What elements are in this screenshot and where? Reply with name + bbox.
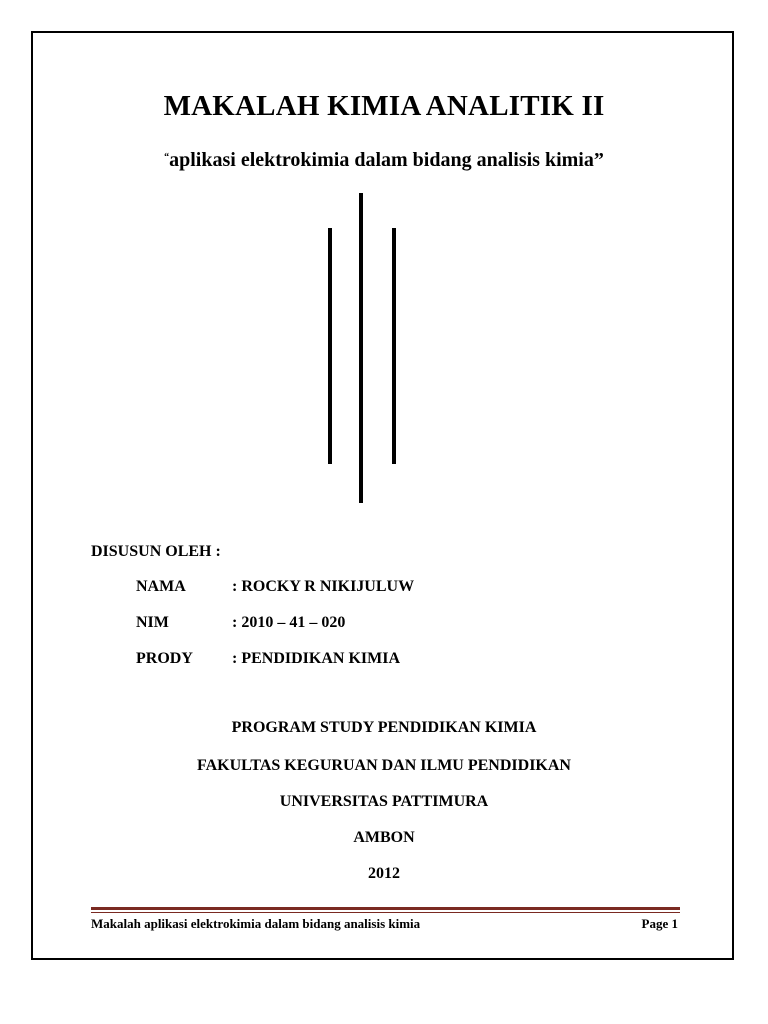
footer-document-title: Makalah aplikasi elektrokimia dalam bidang analisis kimia: [91, 916, 421, 931]
decorative-bar-right: [392, 228, 396, 464]
nim-label: NIM: [136, 614, 169, 631]
name-label: NAMA: [136, 578, 186, 595]
institution-university: UNIVERSITAS PATTIMURA: [279, 793, 489, 810]
footer-page-number: Page 1: [641, 916, 678, 931]
institution-faculty: FAKULTAS KEGURUAN DAN ILMU PENDIDIKAN: [197, 757, 571, 774]
decorative-bar-left: [328, 228, 332, 464]
nim-value: : 2010 – 41 – 020: [232, 614, 346, 631]
prody-label: PRODY: [136, 650, 193, 667]
author-heading: DISUSUN OLEH :: [91, 543, 221, 560]
document-subtitle: [0, 149, 768, 172]
subtitle-text: aplikasi elektrokimia dalam bidang analisis kimia”: [169, 149, 604, 171]
document-title: MAKALAH KIMIA ANALITIK II: [163, 90, 605, 122]
institution-program: PROGRAM STUDY PENDIDIKAN KIMIA: [231, 719, 537, 736]
decorative-bar-center: [359, 193, 363, 503]
institution-year: 2012: [368, 865, 400, 882]
footer-rule-thin: [91, 912, 680, 913]
prody-value: : PENDIDIKAN KIMIA: [232, 650, 400, 667]
subtitle-open-quote: “: [164, 152, 170, 163]
footer-rule-thick: [91, 907, 680, 910]
institution-city: AMBON: [353, 829, 415, 846]
name-value: : ROCKY R NIKIJULUW: [232, 578, 415, 595]
